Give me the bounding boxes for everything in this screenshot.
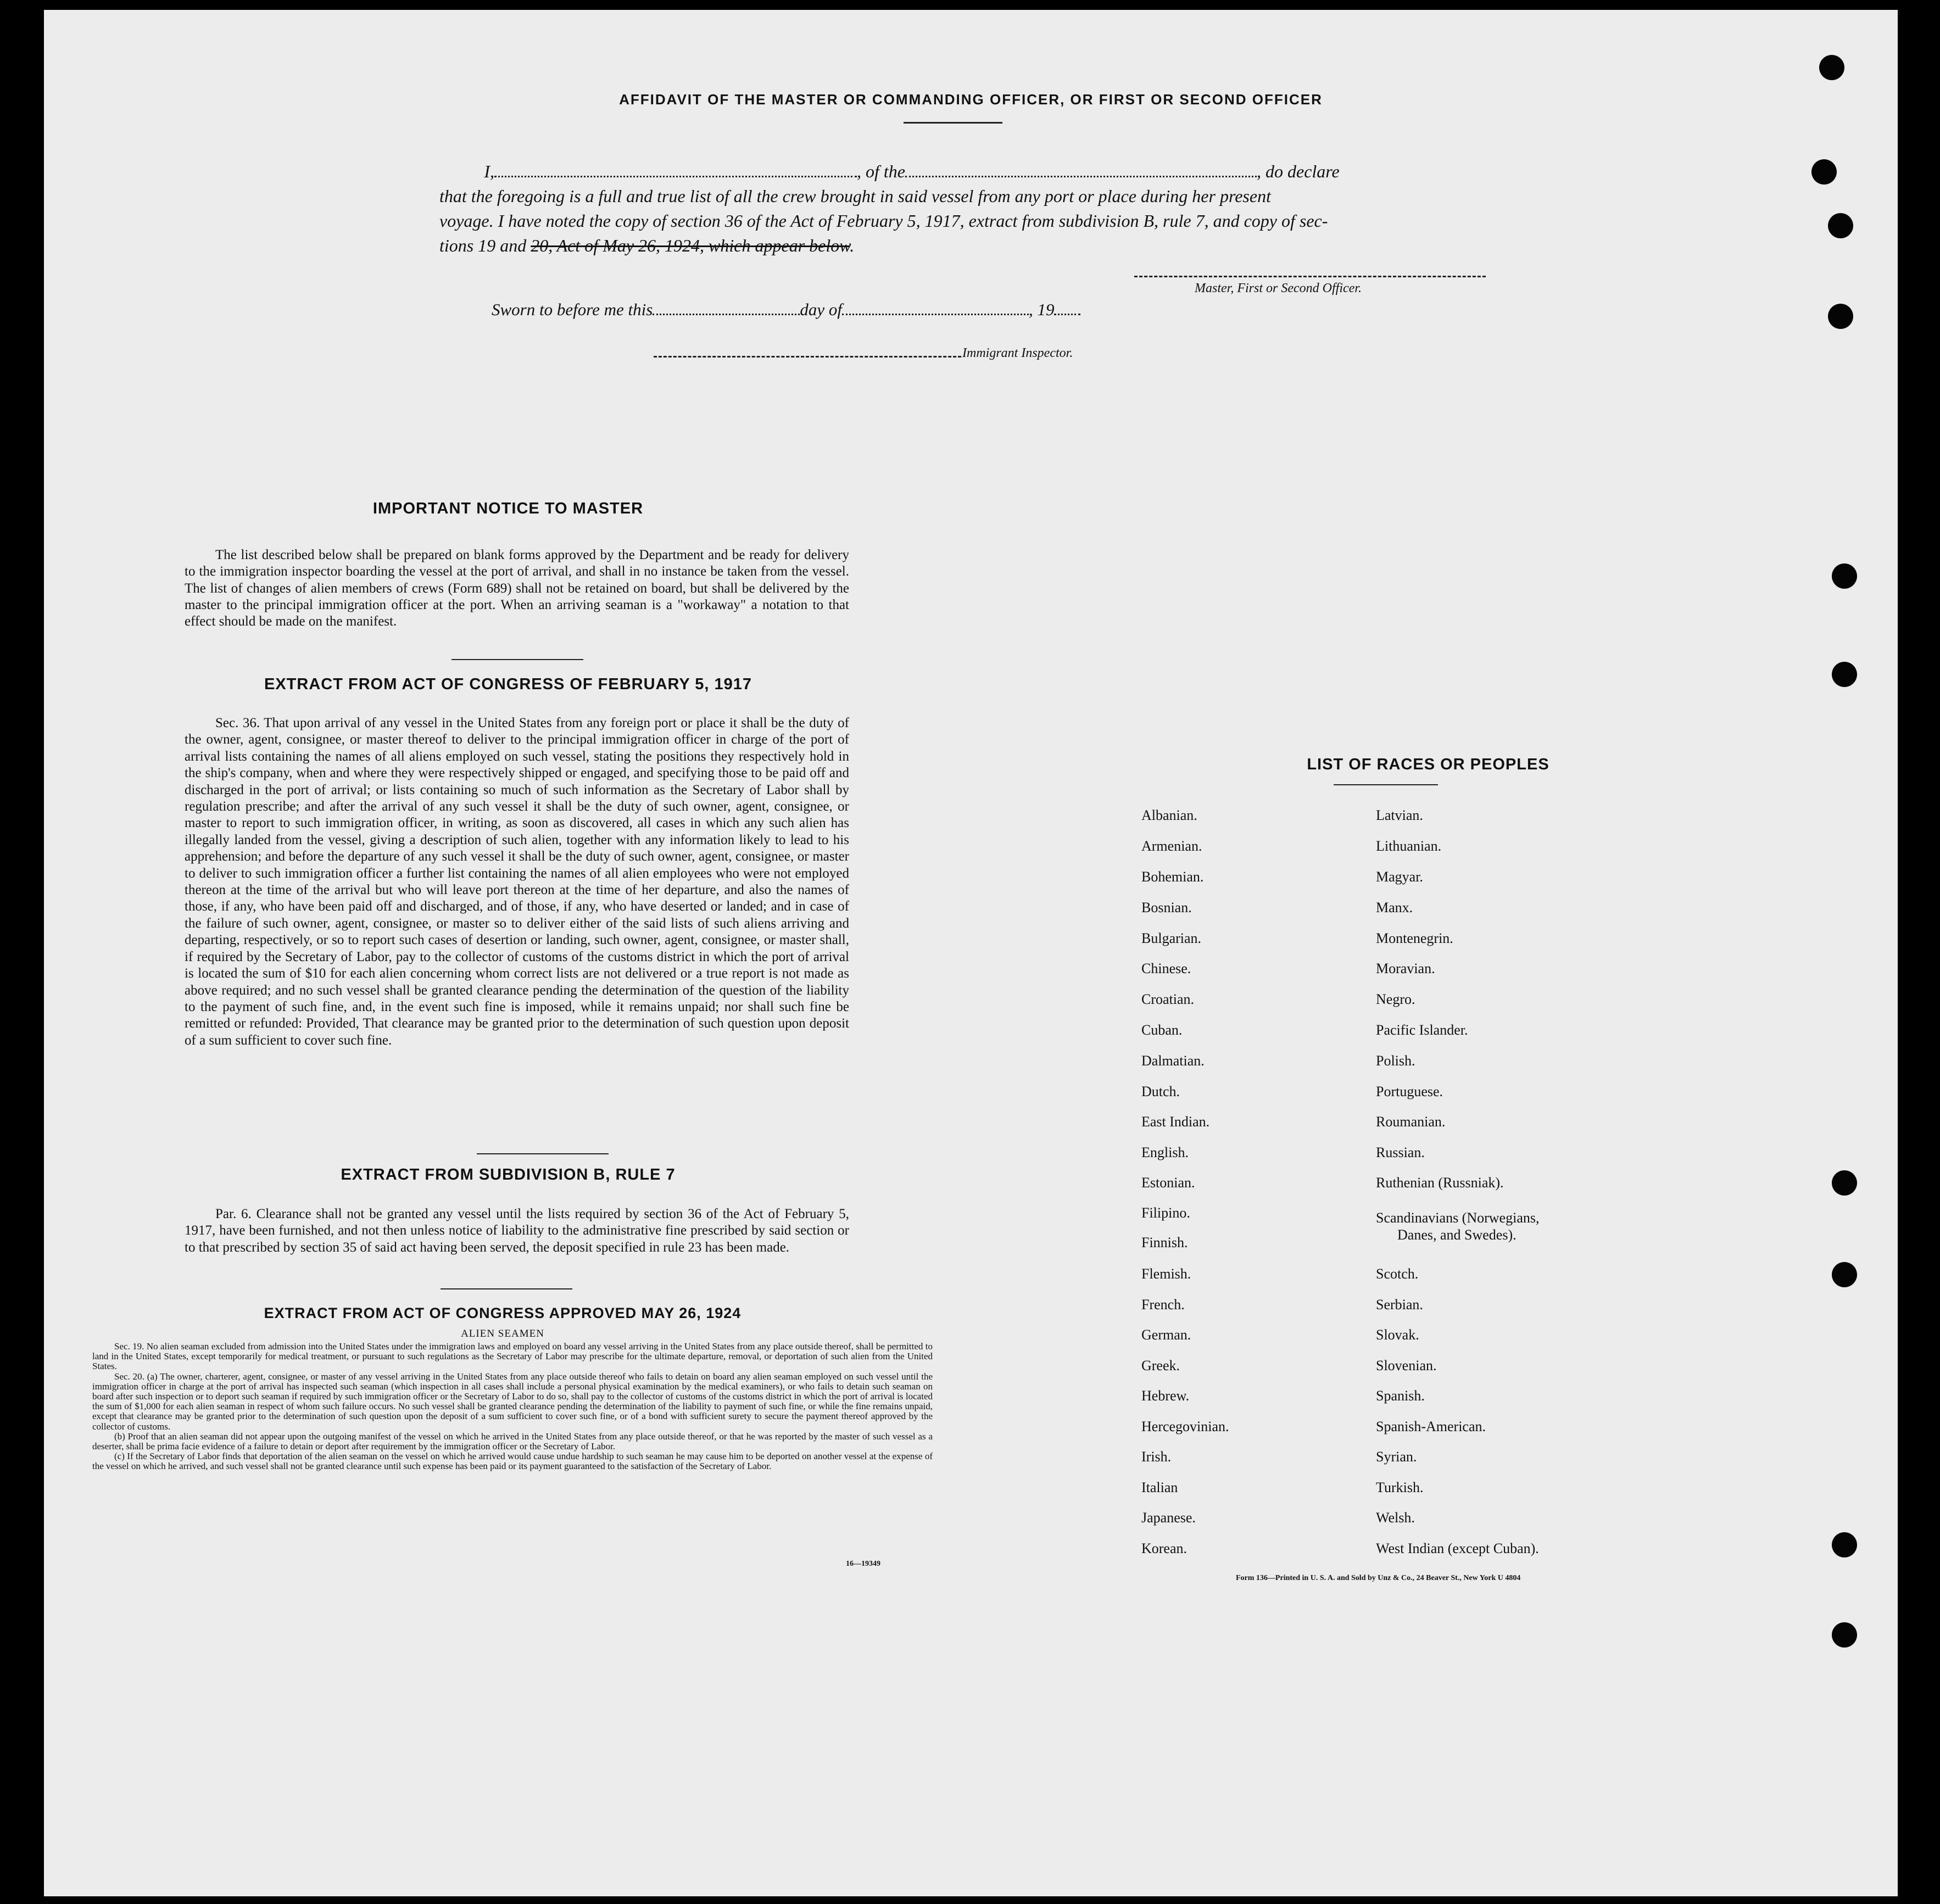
race-right: Lithuanian. — [1376, 838, 1442, 854]
affidavit-line: voyage. I have noted the copy of section 36 of the Act of February 5, 1917, extract from subdivision B, rule 7, and copy of sec- — [439, 211, 1328, 231]
race-left: Greek. — [1141, 1358, 1180, 1373]
race-left: Japanese. — [1141, 1510, 1196, 1526]
alien-seamen-subtitle: ALIEN SEAMEN — [461, 1328, 544, 1339]
declaration-line — [439, 159, 1516, 184]
of-the-label: , of the — [857, 161, 905, 181]
race-right: Turkish. — [1376, 1479, 1424, 1495]
race-left: Bulgarian. — [1141, 930, 1202, 946]
title-rule — [904, 122, 1002, 124]
race-left: Italian — [1141, 1479, 1178, 1495]
sworn-line — [492, 300, 1080, 320]
punch-hole — [1832, 563, 1857, 589]
extract-1924-body — [92, 1342, 933, 1472]
section-36-paragraph: Sec. 36. That upon arrival of any vessel in the United States from any foreign port or place it shall be the duty of the owner, agent, consignee, or master thereof to deliver to the principal immigration officer in charge of the port of arrival lists containing the names of all aliens employed on such vessel, stating the positions they respectively hold in the ship's company, when and where they were respectively shipped or engaged, and specifying those to be paid off and discharged in the port of arrival; or lists containing so much of such information as the Secretary of Labor shall by regulation prescribe; and after the arrival of any such vessel it shall be the duty of such owner, agent, consignee, or master to report to such immigration officer, in writing, as soon as discovered, all cases in which any such alien has illegally landed from the vessel, giving a description of such alien, together with any information likely to lead to his apprehension; and before the departure of any such vessel it shall be the duty of such owner, agent, consignee, or master to deliver to such immigration officer a further list containing the names of all alien employees who were not employed thereon at the time of the arrival but who will leave port thereon at the time of her departure, and also the names of those, if any, who have been paid off and discharged, and of those, if any, who have deserted or landed; and in case of the failure of such owner, agent, consignee, or master so to deliver either of the said lists of such aliens arriving and departing, respectively, or so to report such cases of desertion or landing, such owner, agent, consignee, or master shall, if required by the Secretary of Labor, pay to the collector of customs of the customs district in which the port of arrival is located the sum of $10 for each alien concerning whom correct lists are not delivered or a true report is not made as above required; and no such vessel shall be granted clearance pending the determination of the question of the liability to the payment of such fine, and, in the event such fine is imposed, while it remains unpaid; nor shall such fine be remitted or refunded: Provided, That clearance may be granted prior to the determination of such question upon deposit of a sum sufficient to cover such fine. — [185, 716, 849, 1048]
race-right: Magyar. — [1376, 869, 1423, 885]
race-right: Portuguese. — [1376, 1084, 1443, 1099]
punch-hole — [1832, 1262, 1857, 1287]
punch-hole — [1828, 213, 1853, 238]
race-right: Scandinavians (Norwegians, — [1376, 1210, 1540, 1226]
races-title: LIST OF RACES OR PEOPLES — [1307, 756, 1549, 773]
section-rule — [441, 1288, 572, 1289]
section-rule — [451, 659, 583, 660]
affidavit-text: tions 19 and — [439, 236, 531, 255]
race-right: Manx. — [1376, 900, 1413, 915]
race-left: Finnish. — [1141, 1235, 1188, 1250]
race-right: Syrian. — [1376, 1449, 1417, 1465]
master-signature-line[interactable] — [1134, 276, 1486, 277]
race-left: Cuban. — [1141, 1022, 1183, 1038]
sworn-day-field[interactable] — [653, 304, 800, 315]
race-right: Serbian. — [1376, 1297, 1423, 1313]
paragraph-6: Par. 6. Clearance shall not be granted any vessel until the lists required by section 36 of the Act of February 5, 1917, have been furnished, and not then unless notice of liability to the administrative fine prescribed by said section or to that prescribed by section 35 of said act having been served, the deposit specified in rule 23 has been made. — [185, 1207, 849, 1255]
punch-hole — [1819, 55, 1844, 80]
race-right: Roumanian. — [1376, 1114, 1446, 1130]
punch-hole — [1832, 662, 1857, 687]
vessel-name-field[interactable] — [905, 165, 1257, 177]
inspector-caption: Immigrant Inspector. — [962, 346, 1073, 360]
printer-imprint: Form 136—Printed in U. S. A. and Sold by Unz & Co., 24 Beaver St., New York U 4804 — [1236, 1574, 1521, 1582]
race-right: Slovak. — [1376, 1327, 1419, 1343]
master-signature-caption: Master, First or Second Officer. — [1195, 281, 1362, 295]
affidavit-title: AFFIDAVIT OF THE MASTER OR COMMANDING OFFICER, OR FIRST OR SECOND OFFICER — [619, 91, 1323, 108]
race-right: Russian. — [1376, 1144, 1425, 1160]
sworn-label: Sworn to before me this — [492, 300, 653, 319]
race-left: Albanian. — [1141, 807, 1197, 823]
punch-hole — [1828, 304, 1853, 329]
do-declare-label: , do declare — [1256, 161, 1340, 181]
punch-hole — [1832, 1532, 1857, 1557]
affidavit-body — [439, 159, 1516, 258]
race-left: French. — [1141, 1297, 1185, 1313]
race-left: English. — [1141, 1144, 1189, 1160]
race-left: Chinese. — [1141, 961, 1191, 976]
race-left: Armenian. — [1141, 838, 1202, 854]
race-right: Ruthenian (Russniak). — [1376, 1175, 1504, 1191]
race-left: Korean. — [1141, 1540, 1188, 1556]
race-right: Scotch. — [1376, 1266, 1419, 1282]
race-right: Latvian. — [1376, 807, 1423, 823]
race-right: Montenegrin. — [1376, 930, 1453, 946]
extract-rule7-body — [185, 1206, 849, 1256]
race-right: Danes, and Swedes). — [1397, 1227, 1517, 1243]
notice-title: IMPORTANT NOTICE TO MASTER — [372, 500, 644, 517]
day-of-label: day of — [800, 300, 842, 319]
race-left: Filipino. — [1141, 1205, 1190, 1221]
title-rule — [1334, 784, 1438, 785]
affidavit-text: . — [850, 236, 855, 255]
extract-rule7-title: EXTRACT FROM SUBDIVISION B, RULE 7 — [341, 1166, 676, 1183]
sworn-month-field[interactable] — [842, 304, 1029, 315]
punch-hole — [1832, 1622, 1857, 1648]
race-left: Flemish. — [1141, 1266, 1191, 1282]
race-left: Dalmatian. — [1141, 1053, 1205, 1069]
race-left: East Indian. — [1141, 1114, 1210, 1130]
race-right: Welsh. — [1376, 1510, 1415, 1526]
race-left: Hebrew. — [1141, 1388, 1190, 1404]
section-20b: (b) Proof that an alien seaman did not appear upon the outgoing manifest of the vessel on which he arrived in the United States from any place outside thereof, or that he was reported by the master of such vessel as a deserter, shall be prima facie evidence of a failure to detain or deport after requirement by the immigration officer or the Secretary of Labor. — [92, 1431, 933, 1452]
race-right: Slovenian. — [1376, 1358, 1437, 1373]
race-left: Bosnian. — [1141, 900, 1192, 915]
race-left: Croatian. — [1141, 991, 1195, 1007]
notice-body — [185, 547, 849, 630]
year-label: , 19 — [1028, 300, 1055, 319]
affidavit-line: that the foregoing is a full and true list of all the crew brought in said vessel from any port or place during her present — [439, 186, 1271, 206]
extract-1924-title: EXTRACT FROM ACT OF CONGRESS APPROVED MAY 26, 1924 — [264, 1305, 742, 1321]
race-right: West Indian (except Cuban). — [1376, 1540, 1539, 1556]
extract-1917-body — [185, 715, 849, 1049]
race-left: Irish. — [1141, 1449, 1172, 1465]
section-19: Sec. 19. No alien seaman excluded from admission into the United States under the immigration laws and employed on board any vessel arriving in the United States from any place outside thereof, shall be permitted to land in the United States, except temporarily for medical treatment, or pursuant to such regulations as the Secretary of Labor may prescribe for the ultimate departure, removal, or deportation of such alien from the United States. — [92, 1341, 933, 1372]
declarant-label: I, — [484, 161, 494, 181]
extract-1917-title: EXTRACT FROM ACT OF CONGRESS OF FEBRUARY 5, 1917 — [264, 675, 752, 693]
affidavit-line — [439, 233, 1516, 258]
race-left: Bohemian. — [1141, 869, 1204, 885]
race-left: Hercegovinian. — [1141, 1419, 1229, 1434]
section-rule — [477, 1153, 609, 1154]
race-right: Polish. — [1376, 1053, 1415, 1069]
race-right: Moravian. — [1376, 961, 1435, 976]
sworn-year-field[interactable] — [1054, 304, 1080, 315]
race-right: Spanish. — [1376, 1388, 1425, 1404]
race-left: German. — [1141, 1327, 1191, 1343]
race-right: Pacific Islander. — [1376, 1022, 1468, 1038]
inspector-signature-line[interactable] — [654, 356, 961, 358]
form-code: 16—19349 — [846, 1560, 880, 1568]
section-20c: (c) If the Secretary of Labor finds that deportation of the alien seaman on the vessel on which he arrived would cause undue hardship to such seaman he may cause him to be deported on another vessel at the expense of the vessel on which he arrived, and such vessel shall not be granted clearance until such expense has been paid or its payment guaranteed to the satisfaction of the Secretary of Labor. — [92, 1451, 933, 1472]
declarant-name-field[interactable] — [494, 165, 857, 177]
race-left: Estonian. — [1141, 1175, 1195, 1191]
section-20a: Sec. 20. (a) The owner, charterer, agent, consignee, or master of any vessel arriving in the United States from any place outside thereof who fails to detain on board any alien seaman employed on such vessel until the immigration officer in charge at the port of arrival has inspected such seaman (which inspection in all cases shall include a personal physical examination by the medical examiners), or who fails to detain such seaman on board after such inspection or to deport such seaman if required by such immigration officer or the Secretary of Labor to do so, shall pay to the collector of customs of the customs district in which the port of arrival is located the sum of $1,000 for each alien seaman in respect of whom such failure occurs. No such vessel shall be granted clearance pending the determination of the liability to payment of such fine, or while the fine remains unpaid, except that clearance may be granted prior to the determination of such question upon the deposit of a sum sufficient to cover such fine, or of a bond with sufficient surety to secure the payment thereof approved by the collector of customs. — [92, 1371, 933, 1432]
punch-hole — [1811, 159, 1837, 185]
struck-text: 20, Act of May 26, 1924, which appear below — [531, 236, 850, 255]
race-left: Dutch. — [1141, 1084, 1180, 1099]
document-page — [44, 10, 1898, 1896]
race-right: Negro. — [1376, 991, 1415, 1007]
race-right: Spanish-American. — [1376, 1419, 1486, 1434]
punch-hole — [1832, 1170, 1857, 1196]
notice-paragraph: The list described below shall be prepared on blank forms approved by the Department and be ready for delivery to the immigration inspector boarding the vessel at the port of arrival, and shall in no instance be taken from the vessel. The list of changes of alien members of crews (Form 689) shall not be retained on board, but shall be delivered by the master to the principal immigration officer at the port. When an arriving seaman is a "workaway" a notation to that effect should be made on the manifest. — [185, 548, 849, 629]
